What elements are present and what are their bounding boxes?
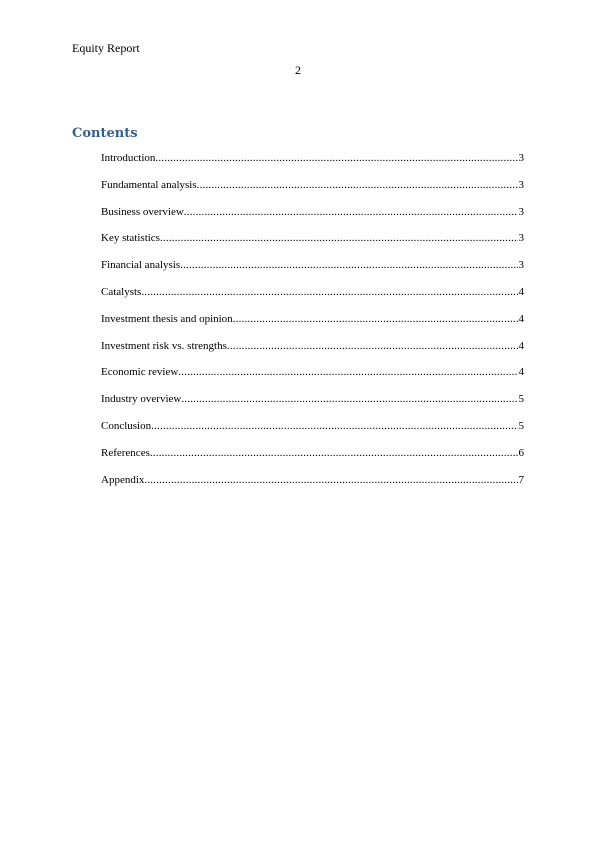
dot-leader [180,257,517,273]
toc-entry-business-overview[interactable] [101,204,524,231]
toc-entry-page: 6 [518,446,524,459]
running-header: Equity Report [72,41,140,55]
toc-entry-page: 4 [518,339,524,352]
toc-entry-title: Introduction [101,152,156,164]
dot-leader [155,150,517,166]
toc-entry-page: 5 [518,419,524,432]
dot-leader [197,177,518,193]
table-of-contents [101,150,524,498]
toc-entry-title: Industry overview [101,393,182,406]
toc-entry-financial-analysis[interactable] [101,257,524,284]
toc-entry-title: Investment thesis and opinion [101,312,233,325]
dot-leader [233,311,518,327]
dot-leader [144,472,517,488]
dot-leader [160,230,518,246]
toc-entry-investment-thesis[interactable] [101,311,524,338]
page-number: 2 [295,63,301,77]
toc-heading: Contents [72,126,138,141]
dot-leader [178,364,517,380]
toc-entry-introduction[interactable] [101,150,524,177]
toc-entry-title: Catalysts [101,285,142,298]
toc-entry-title: Conclusion [101,419,152,432]
toc-entry-page: 3 [518,178,524,191]
toc-entry-page: 7 [518,473,524,486]
toc-entry-fundamental-analysis[interactable] [101,177,524,204]
toc-entry-economic-review[interactable] [101,364,524,391]
dot-leader [150,445,518,461]
dot-leader [227,338,518,354]
toc-entry-page: 4 [518,312,524,325]
dot-leader [181,391,517,407]
dot-leader [151,418,517,434]
toc-entry-page: 4 [518,366,524,379]
toc-entry-page: 5 [518,393,524,406]
toc-entry-page: 3 [518,152,524,164]
toc-entry-title: Investment risk vs. strengths [101,339,227,352]
dot-leader [184,204,518,220]
toc-entry-references[interactable] [101,445,524,472]
toc-entry-title: Appendix [101,473,145,486]
toc-entry-page: 3 [518,259,524,272]
toc-entry-page: 3 [518,205,524,218]
toc-entry-investment-risk[interactable] [101,338,524,365]
toc-entry-catalysts[interactable] [101,284,524,311]
dot-leader [141,284,517,300]
toc-entry-title: Key statistics [101,232,160,245]
toc-entry-appendix[interactable] [101,472,524,499]
toc-entry-title: References [101,446,150,459]
toc-entry-title: Economic review [101,366,179,379]
toc-entry-page: 4 [518,285,524,298]
toc-entry-key-statistics[interactable] [101,230,524,257]
toc-entry-title: Business overview [101,205,184,218]
toc-entry-conclusion[interactable] [101,418,524,445]
toc-entry-title: Financial analysis [101,259,181,272]
toc-entry-title: Fundamental analysis [101,178,197,191]
toc-entry-industry-overview[interactable] [101,391,524,418]
toc-entry-page: 3 [518,232,524,245]
